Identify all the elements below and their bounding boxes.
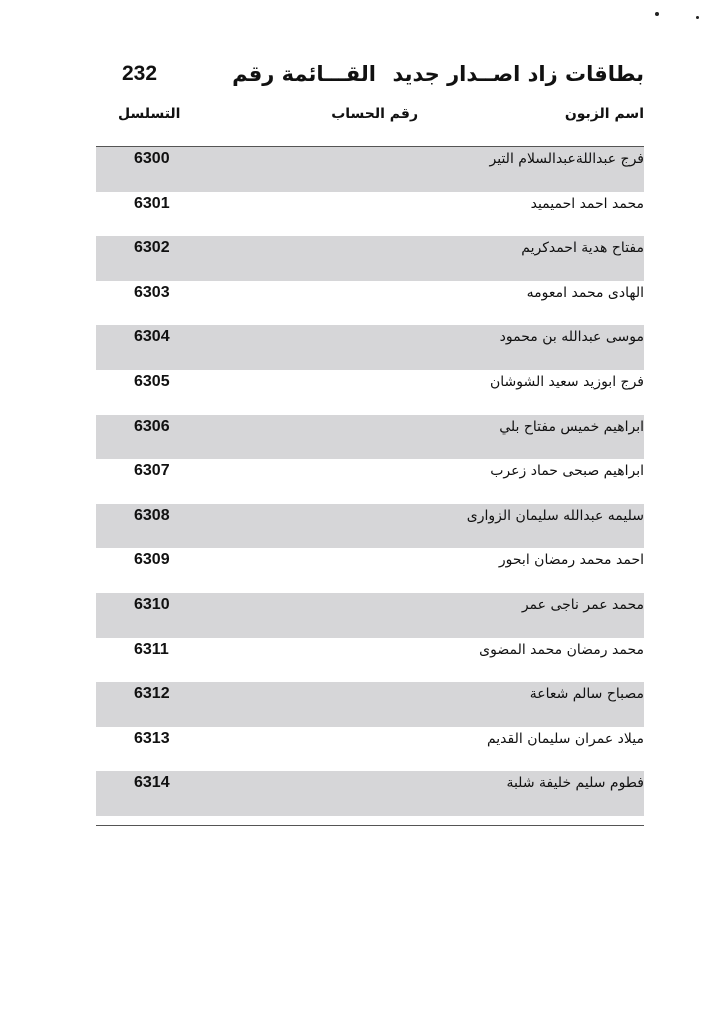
table-row <box>96 771 644 816</box>
serial-cell: 6310 <box>134 595 170 613</box>
table-row <box>96 236 644 281</box>
serial-cell: 6311 <box>134 640 169 658</box>
header-customer-name: اسم الزبون <box>564 106 644 122</box>
document-title <box>96 58 644 94</box>
serial-cell: 6300 <box>134 150 170 167</box>
customer-name-cell: فرج عبداللةعبدالسلام التير <box>489 151 644 167</box>
table-row <box>96 593 644 638</box>
table-row <box>96 727 644 772</box>
table-row <box>96 504 644 549</box>
list-number: 232 <box>122 62 158 85</box>
serial-cell: 6308 <box>134 506 170 524</box>
table-row <box>96 638 644 683</box>
table-row <box>96 548 644 593</box>
header-serial: التسلسل <box>118 106 181 122</box>
customer-name-cell: فرج ابوزيد سعيد الشوشان <box>489 373 644 390</box>
scan-speck <box>696 16 699 19</box>
serial-cell: 6313 <box>134 729 170 747</box>
scan-speck <box>655 12 659 16</box>
table-row <box>96 192 644 237</box>
serial-cell: 6305 <box>134 372 170 390</box>
table-row <box>96 682 644 727</box>
table-row <box>96 147 644 192</box>
table-row <box>96 281 644 326</box>
serial-cell: 6309 <box>134 551 170 569</box>
customer-name-cell: مفتاح هدية احمدكريم <box>521 240 644 257</box>
table-row <box>96 415 644 460</box>
customer-name-cell: سليمه عبدالله سليمان الزوارى <box>466 507 644 524</box>
customer-name-cell: احمد محمد رمضان ابحور <box>498 552 644 569</box>
table-bottom-divider <box>96 825 644 826</box>
customer-table <box>96 147 644 816</box>
serial-cell: 6303 <box>134 283 170 301</box>
customer-name-cell: ابراهيم خميس مفتاح بلي <box>499 418 644 435</box>
serial-cell: 6307 <box>134 462 170 480</box>
customer-name-cell: ابراهيم صبحى حماد زعرب <box>490 463 644 480</box>
serial-cell: 6314 <box>134 774 170 792</box>
customer-name-cell: محمد احمد احميميد <box>530 195 644 212</box>
customer-name-cell: محمد رمضان محمد المضوى <box>479 641 644 658</box>
customer-name-cell: الهادى محمد امعومه <box>526 284 644 301</box>
customer-name-cell: محمد عمر ناجى عمر <box>521 596 644 613</box>
customer-name-cell: موسى عبدالله بن محمود <box>499 329 644 346</box>
table-header <box>96 104 644 130</box>
table-row <box>96 370 644 415</box>
table-row <box>96 459 644 504</box>
serial-cell: 6312 <box>134 685 170 703</box>
title-list-label: القـــائمة رقم <box>232 62 376 86</box>
serial-cell: 6304 <box>134 328 170 346</box>
customer-name-cell: ميلاد عمران سليمان القديم <box>486 730 644 747</box>
serial-cell: 6302 <box>134 239 170 257</box>
header-account-number: رقم الحساب <box>331 106 418 122</box>
customer-name-cell: فطوم سليم خليفة شلبة <box>506 775 644 792</box>
title-main: بطاقات زاد اصــدار جديد <box>392 62 644 86</box>
serial-cell: 6306 <box>134 417 170 435</box>
serial-cell: 6301 <box>134 194 170 212</box>
table-row <box>96 325 644 370</box>
customer-name-cell: مصباح سالم شعاعة <box>529 686 644 703</box>
